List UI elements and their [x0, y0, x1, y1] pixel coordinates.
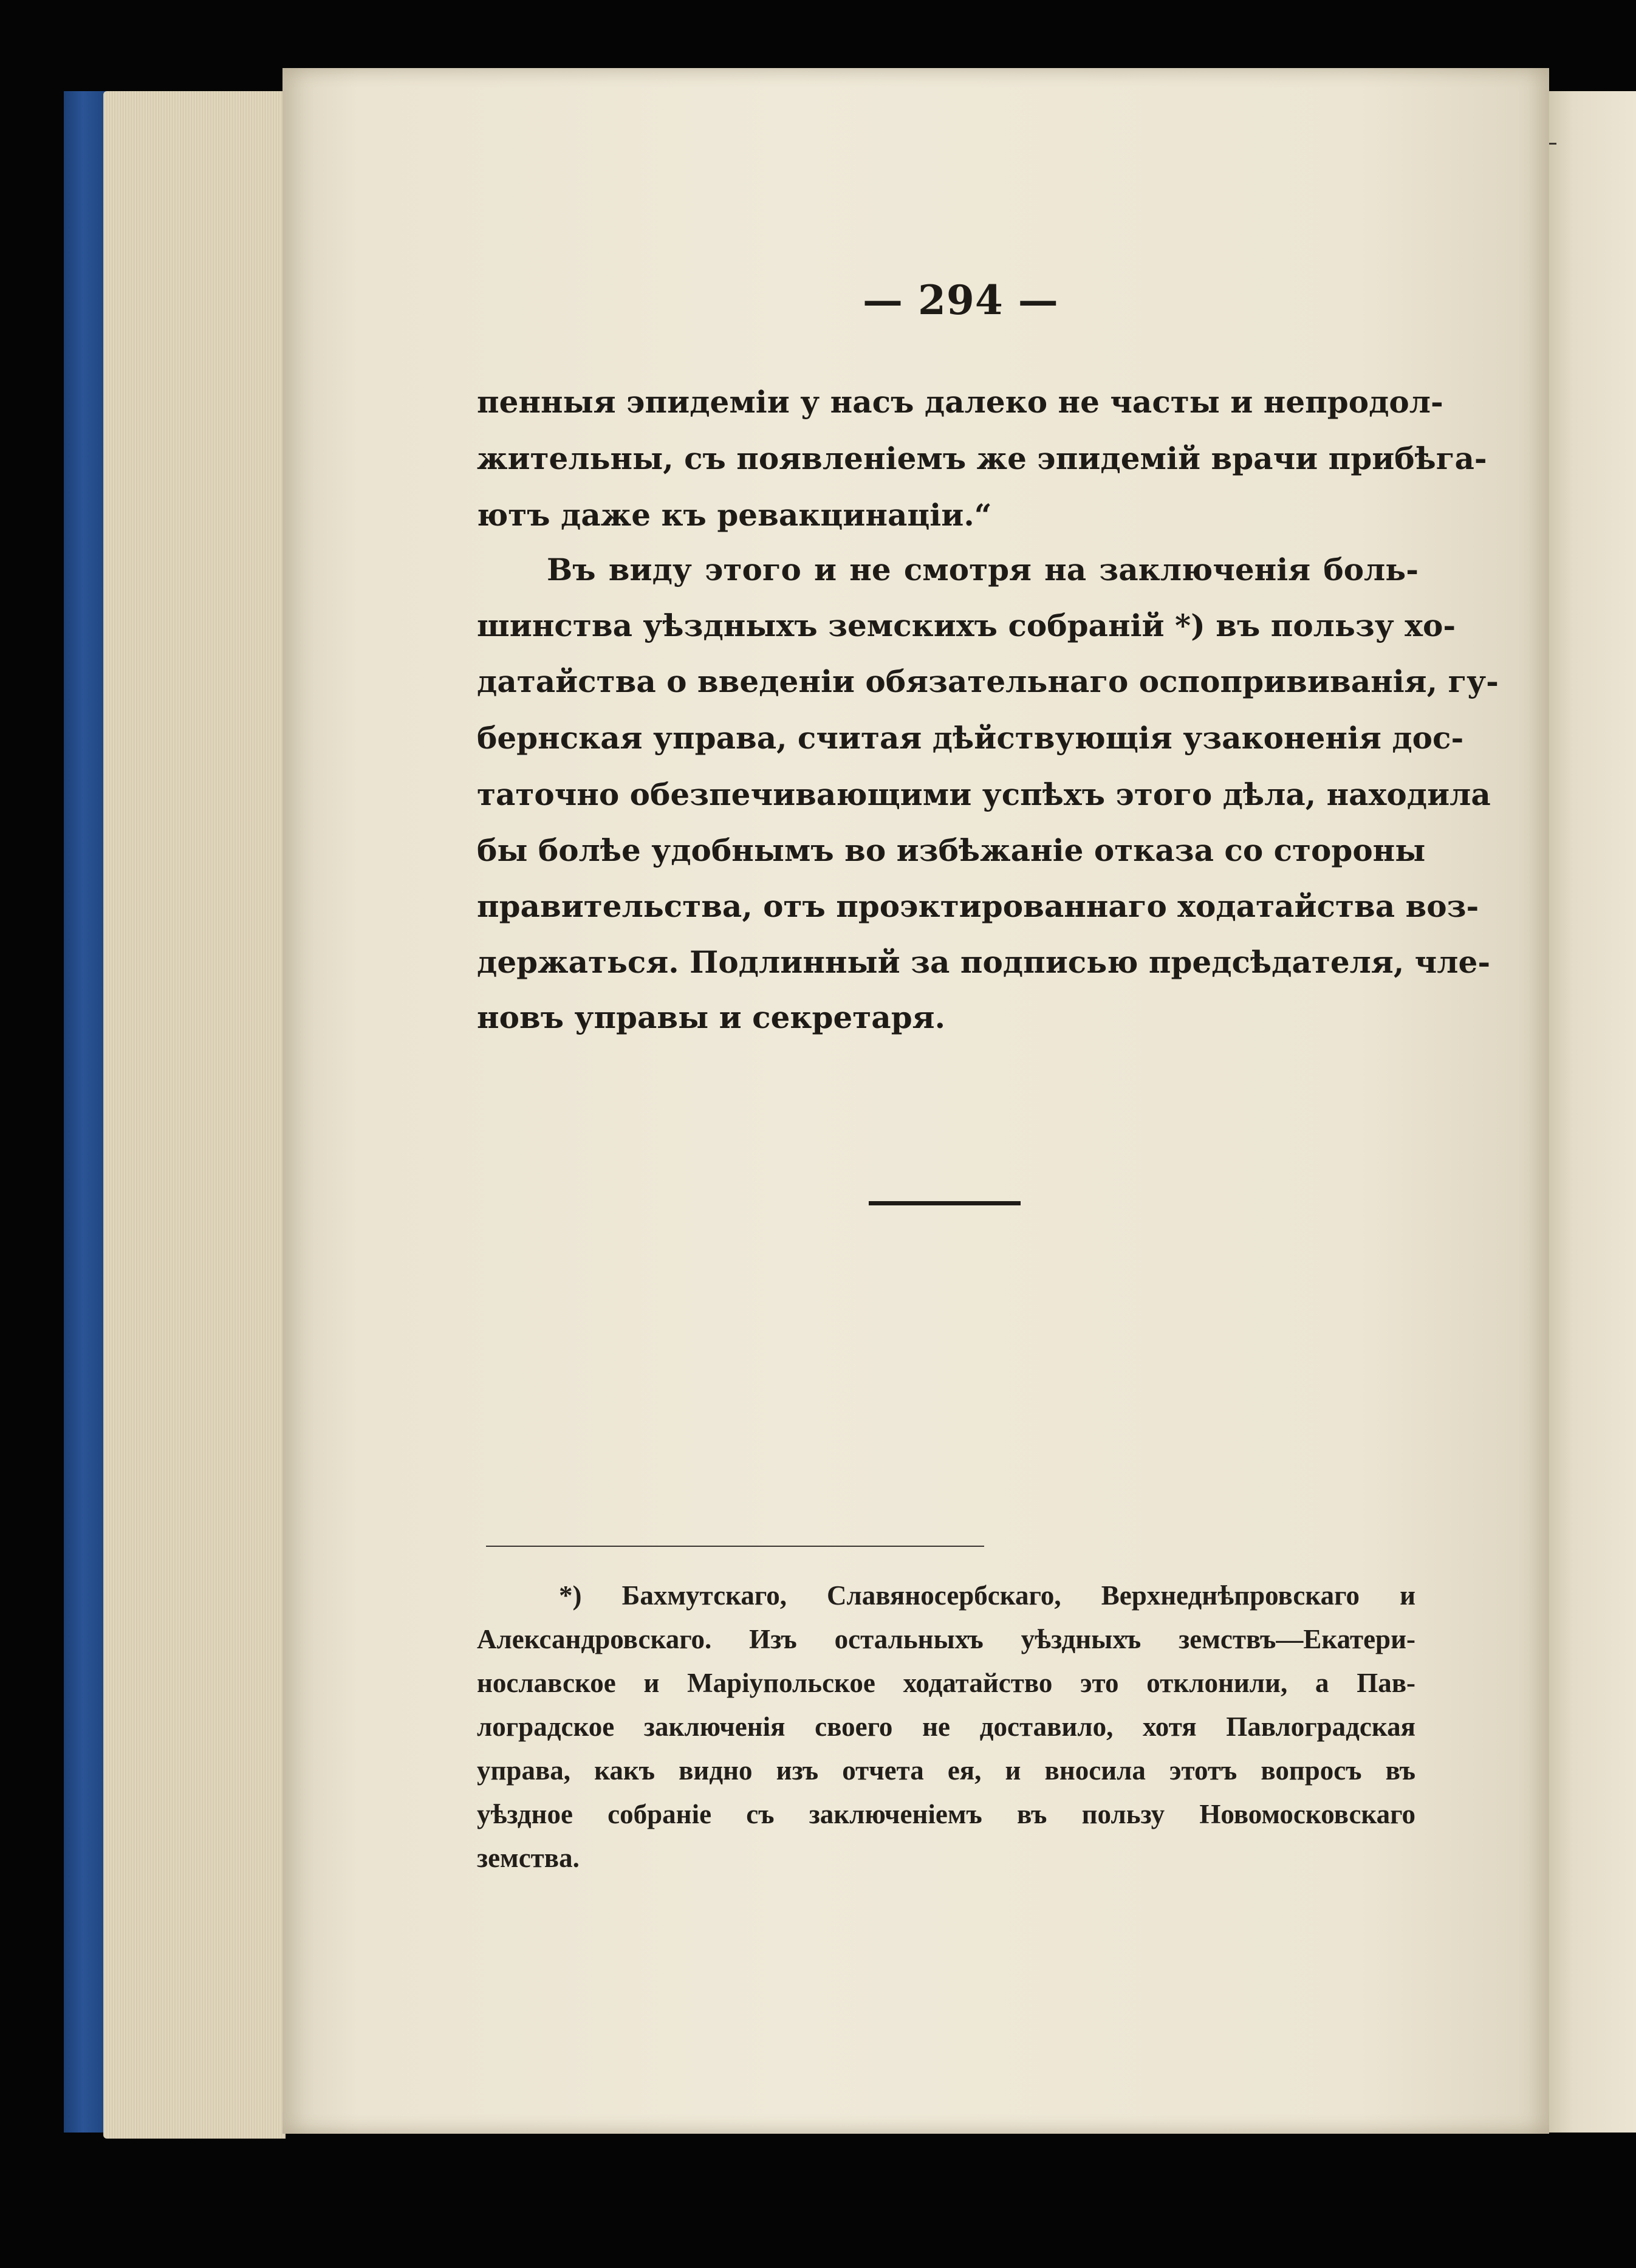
body-line: шинства уѣздныхъ земскихъ собраній *) въ пользу хо- — [477, 608, 1456, 643]
footnote-line: нославское и Маріупольское ходатайство это отклонили, а Пав- — [477, 1668, 1415, 1698]
body-line: бы болѣе удобнымъ во избѣжаніе отказа со стороны — [477, 832, 1426, 868]
body-line: бернская управа, считая дѣйствующія узаконенія доc- — [477, 720, 1464, 756]
body-line: датайства о введеніи обязательнаго оспопрививанія, гу- — [477, 663, 1499, 699]
body-line: ютъ даже къ ревакцинаціи.“ — [477, 497, 992, 533]
book-cover-edge — [64, 91, 106, 2133]
footnote-line: земства. — [477, 1843, 580, 1873]
page-number: — 294 — — [863, 276, 1059, 324]
section-divider — [869, 1201, 1021, 1205]
page-stack-edges — [103, 91, 286, 2139]
body-line: новъ управы и секретаря. — [477, 999, 945, 1035]
facing-page-edge — [1546, 91, 1636, 2133]
body-line: жительны, съ появленіемъ же эпидемій врачи прибѣга- — [477, 440, 1487, 476]
footnote-line: Александровскаго. Изъ остальныхъ уѣздныхъ земствъ—Екатери- — [477, 1624, 1415, 1654]
footnote-line: лоградское заключенія своего не доставило, хотя Павлоградская — [477, 1711, 1415, 1742]
body-line: таточно обезпечивающими успѣхъ этого дѣла, находила — [477, 776, 1491, 812]
footnote-line: уѣздное собраніе съ заключеніемъ въ пользу Новомосковскаго — [477, 1799, 1415, 1829]
body-line: правительства, отъ проэктированнаго ходатайства воз- — [477, 888, 1479, 924]
footnote-rule — [486, 1546, 984, 1547]
footnote-line: *) Бахмутскаго, Славяносербскаго, Верхнеднѣпровскаго и — [559, 1580, 1415, 1611]
body-line: держаться. Подлинный за подписью предсѣдателя, чле- — [477, 944, 1491, 980]
body-line: Въ виду этого и не смотря на заключенія боль- — [547, 552, 1419, 588]
facing-page-mark — [1548, 143, 1556, 145]
footnote-line: управа, какъ видно изъ отчета ея, и вносила этотъ вопросъ въ — [477, 1755, 1415, 1786]
body-line: пенныя эпидеміи у насъ далеко не часты и непродол- — [477, 384, 1443, 420]
